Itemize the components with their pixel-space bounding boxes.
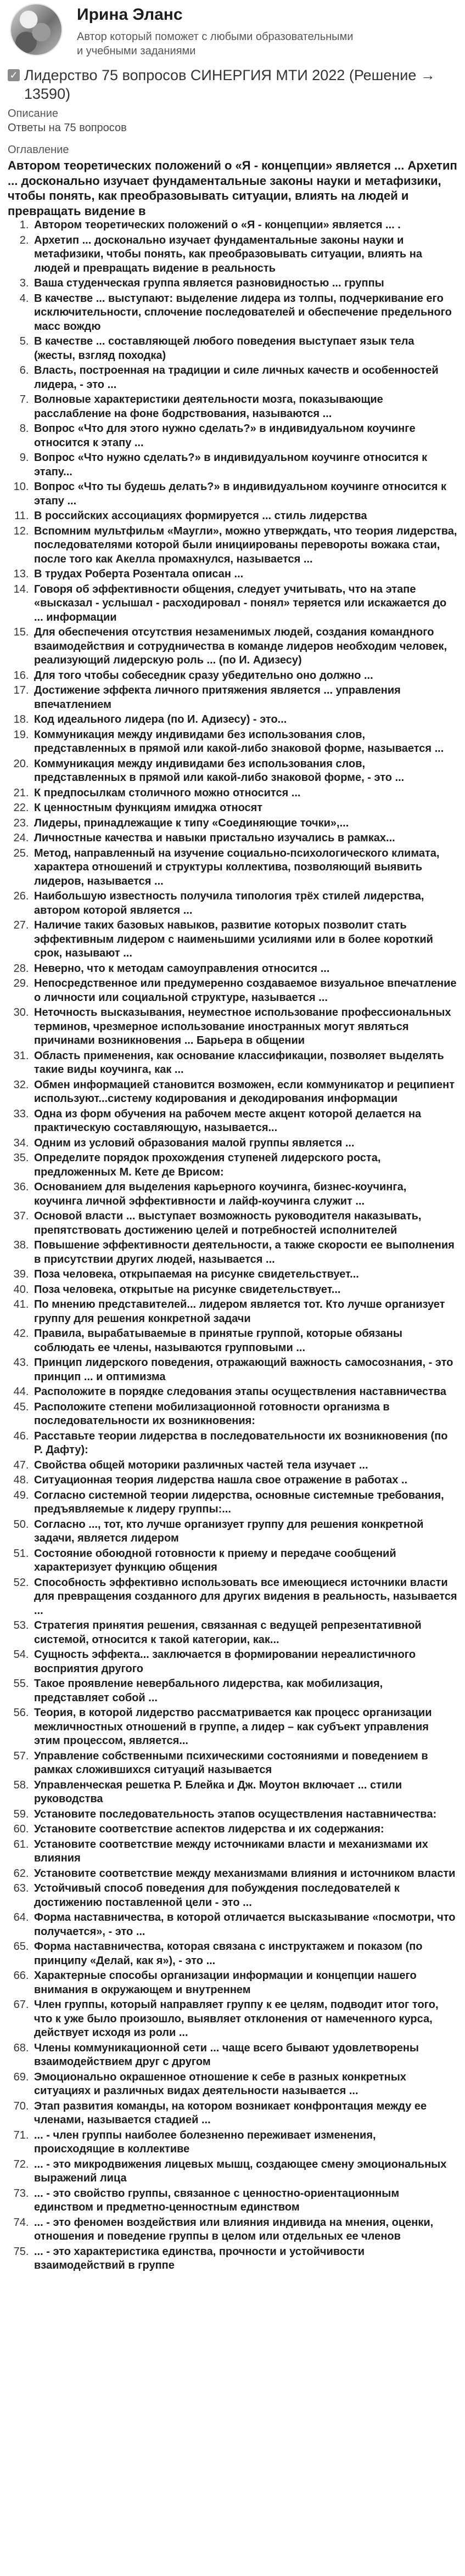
question-item: 32. Обмен информацией становится возможен, если коммуникатор и реципиент используют...систему кодирования и декодирования информации: [32, 1078, 457, 1106]
question-item: 24. Личностные качества и навыки пристально изучались в рамках...: [32, 831, 457, 846]
question-item: 54. Сущность эффекта... заключается в формировании нереалистичного восприятия другого: [32, 1648, 457, 1676]
question-item: 6. Власть, построенная на традиции и силе личных качеств и особенностей лидера, - это ...: [32, 364, 457, 392]
author-name[interactable]: Ирина Эланс: [77, 5, 183, 24]
question-item: 48. Ситуационная теория лидерства нашла свое отражение в работах ..: [32, 1473, 457, 1488]
question-item: 27. Наличие таких базовых навыков, развитие которых позволит стать эффективным лидером с наименьшими усилиями или в более короткий срок, называют ...: [32, 919, 457, 961]
question-item: 51. Состояние обоюдной готовности к приему и передаче сообщений характеризует функцию общения: [32, 1547, 457, 1575]
question-item: 12. Вспомним мультфильм «Маугли», можно утверждать, что теория лидерства, последователями которой были инициированы перевороты вожака стаи, после того как Акелла промахнулся, называется ...: [32, 525, 457, 567]
question-item: 61. Установите соответствие между источниками власти и механизмами их влияния: [32, 1838, 457, 1866]
question-item: 17. Достижение эффекта личного притяжения является ... управления впечатлением: [32, 684, 457, 712]
question-item: 29. Непосредственное или предумеренно создаваемое визуальное впечатление о личности или социальной структуре, называется ...: [32, 977, 457, 1005]
author-description: Автор который поможет с любыми образовательными и учебными заданиями: [77, 31, 354, 57]
question-item: 56. Теория, в которой лидерство рассматривается как процесс организации межличностных отношений в группе, а лидер – как субъект управления этим процессом, является...: [32, 1706, 457, 1748]
document-title-row: [8, 66, 457, 103]
author-header: [8, 0, 457, 65]
question-item: 40. Поза человека, открытые на рисунке свидетельствует...: [32, 1283, 457, 1297]
question-item: 26. Наибольшую известность получила типология трёх стилей лидерства, автором которой является ...: [32, 890, 457, 918]
question-item: 64. Форма наставничества, в которой отличается высказывание «посмотри, что получается», - это ...: [32, 1911, 457, 1939]
question-item: 16. Для того чтобы собеседник сразу убедительно оно должно ...: [32, 669, 457, 683]
toc-intro: Автором теоретических положений о «Я - концепции» является ... Архетип ... досконально изучает фундаментальные законы науки и метафизики, чтобы понять, как преобразовывать ситуации, влиять на людей и превращать видение в: [8, 159, 457, 218]
question-item: 30. Неточность высказывания, неуместное использование профессиональных терминов, чрезмерное использование иностранных могут являться причинами возникновения ... Барьера в общении: [32, 1006, 457, 1048]
question-item: 49. Согласно системной теории лидерства, основные системные требования, предъявляемые к лидеру группы:...: [32, 1489, 457, 1517]
question-item: 53. Стратегия принятия решения, связанная с ведущей репрезентативной системой, относится к такой категории, как...: [32, 1619, 457, 1647]
question-item: 5. В качестве ... составляющей любого поведения выступает язык тела (жесты, взгляд походка): [32, 335, 457, 363]
author-info: [77, 3, 362, 58]
question-item: 75. ... - это характеристика единства, прочности и устойчивости взаимодействий в группе: [32, 2245, 457, 2273]
question-item: 9. Вопрос «Что нужно сделать?» в индивидуальном коучинге относится к этапу...: [32, 451, 457, 479]
question-item: 1. Автором теоретических положений о «Я - концепции» является ... .: [32, 218, 457, 233]
question-item: 59. Установите последовательность этапов осуществления наставничества:: [32, 1808, 457, 1822]
question-item: 18. Код идеального лидера (по И. Адизесу) - это...: [32, 713, 457, 727]
question-item: 39. Поза человека, открыпаемая на рисунке свидетельствует...: [32, 1268, 457, 1282]
questions-list: [8, 218, 457, 2273]
question-item: 60. Установите соответствие аспектов лидерства и их содержания:: [32, 1823, 457, 1837]
question-item: 65. Форма наставничества, которая связана с инструктажем и показом (по принципу «Делай, как я»), - это ...: [32, 1940, 457, 1968]
question-item: 67. Член группы, который направляет группу к ее целям, подводит итог того, что к уже было произошло, выявляет отклонения от намеченного курса, действует исходя из роли ...: [32, 1998, 457, 2040]
question-item: 3. Ваша студенческая группа является разновидностью ... группы: [32, 277, 457, 291]
question-item: 11. В российских ассоциациях формируется ... стиль лидерства: [32, 509, 457, 524]
question-item: 44. Расположите в порядке следования этапы осуществления наставничества: [32, 1385, 457, 1399]
question-item: 14. Говоря об эффективности общения, следует учитывать, что на этапе «высказал - услышал - расходировал - понял» теряется или искажается до ... информации: [32, 583, 457, 625]
question-item: 74. ... - это феномен воздействия или влияния индивида на мнения, оценки, отношения и поведение группы в целом или отдельных ее членов: [32, 2216, 457, 2244]
description-value: Ответы на 75 вопросов: [8, 122, 127, 134]
question-item: 36. Основанием для выделения карьерного коучинга, бизнес-коучинга, коучинга личной эффективности и лайф-коучинга служит ...: [32, 1180, 457, 1208]
question-item: 72. ... - это микродвижения лицевых мышц, создающее смену эмоциональных выражений лица: [32, 2158, 457, 2186]
question-item: 25. Метод, направленный на изучение социально-психологического климата, характера отношений и структуры коллектива, позволяющий выявить лидеров, называется ...: [32, 847, 457, 889]
question-item: 31. Область применения, как основание классификации, позволяет выделять такие виды коучинга, как ...: [32, 1049, 457, 1077]
question-item: 4. В качестве ... выступают: выделение лидера из толпы, подчеркивание его исключительности, сплочение последователей и обеспечение предельного масс вождю: [32, 292, 457, 334]
question-item: 71. ... - член группы наиболее болезненно переживает изменения, происходящие в коллективе: [32, 2129, 457, 2157]
question-item: 35. Определите порядок прохождения ступеней лидерского роста, предложенных М. Кете де Врисом:: [32, 1151, 457, 1179]
question-item: 57. Управление собственными психическими состояниями и поведением в рамках сложившихся ситуаций называется: [32, 1750, 457, 1778]
question-item: 73. ... - это свойство группы, связанное с ценностно-ориентационным единством и предметно-ценностным единством: [32, 2187, 457, 2215]
question-item: 55. Такое проявление невербального лидерства, как мобилизация, представляет собой ...: [32, 1677, 457, 1705]
question-item: 22. К ценностным функциям имиджа относят: [32, 801, 457, 815]
question-item: 34. Одним из условий образования малой группы является ...: [32, 1137, 457, 1151]
question-item: 45. Расположите степени мобилизационной готовности организма в последовательности их возникновения:: [32, 1401, 457, 1428]
question-item: 63. Устойчивый способ поведения для побуждения последователей к достижению поставленной цели - это ...: [32, 1882, 457, 1910]
question-item: 13. В трудах Роберта Розентала описан ...: [32, 567, 457, 582]
question-item: 52. Способность эффективно использовать все имеющиеся источники власти для превращения созданного для других видения в реальность, называется ...: [32, 1576, 457, 1618]
question-item: 21. К предпосылкам столичного можно относится ...: [32, 786, 457, 801]
author-avatar[interactable]: [10, 3, 63, 56]
question-item: 7. Волновые характеристики деятельности мозга, показывающие расслабление на фоне бодрствования, называются ...: [32, 393, 457, 421]
question-item: 69. Эмоционально окрашенное отношение к себе в разных конкретных ситуациях и различных видах деятельности называется ...: [32, 2071, 457, 2099]
question-item: 2. Архетип ... досконально изучает фундаментальные законы науки и метафизики, чтобы понять, как преобразовывать ситуации, влиять на людей и превращать видение в реальность: [32, 234, 457, 276]
description-label: Описание: [8, 108, 59, 120]
question-item: 19. Коммуникация между индивидами без использования слов, представленных в прямой или какой-либо знаковой форме, называется ...: [32, 728, 457, 756]
document-title: Лидерство 75 вопросов СИНЕРГИЯ МТИ 2022 (Решение → 13590): [24, 67, 435, 102]
question-item: 15. Для обеспечения отсутствия незаменимых людей, создания командного взаимодействия и сотрудничества в команде лидеров необходим человек, реализующий лидерскую роль ... (по И. Адизесу): [32, 626, 457, 668]
question-item: 47. Свойства общей моторики различных частей тела изучает ...: [32, 1459, 457, 1473]
question-item: 42. Правила, вырабатываемые в принятые группой, которые обязаны соблюдать ее члены, называются групповыми ...: [32, 1327, 457, 1355]
question-item: 38. Повышение эффективности деятельности, а также скорости ее выполнения в присутствии других людей, называется ...: [32, 1239, 457, 1267]
question-item: 50. Согласно ..., тот, кто лучше организует группу для решения конкретной задачи, является лидером: [32, 1518, 457, 1546]
question-item: 68. Члены коммуникационной сети ... чаще всего бывают удовлетворены взаимодействием друг с другом: [32, 2041, 457, 2069]
question-item: 41. По мнению представителей... лидером является тот. Кто лучше организует группу для решения конкретной задачи: [32, 1298, 457, 1326]
toc-label: Оглавление: [8, 144, 69, 156]
question-item: 10. Вопрос «Что ты будешь делать?» в индивидуальном коучинге относится к этапу ...: [32, 480, 457, 508]
question-item: 62. Установите соответствие между механизмами влияния и источником власти: [32, 1867, 457, 1881]
question-item: 43. Принцип лидерского поведения, отражающий важность самосознания, - это принцип ... и оптимизма: [32, 1356, 457, 1384]
question-item: 70. Этап развития команды, на котором возникает конфронтация между ее членами, называется стадией ...: [32, 2100, 457, 2128]
question-item: 66. Характерные способы организации информации и концепции нашего внимания в окружающем и внутреннем: [32, 1969, 457, 1997]
question-item: 46. Расставьте теории лидерства в последовательности их возникновения (по Р. Дафту):: [32, 1430, 457, 1458]
question-item: 37. Основой власти ... выступает возможность руководителя наказывать, препятствовать достижению целей и потребностей исполнителей: [32, 1210, 457, 1238]
checkbox-icon: ✓: [8, 69, 20, 81]
question-item: 28. Неверно, что к методам самоуправления относится ...: [32, 962, 457, 976]
question-item: 23. Лидеры, принадлежащие к типу «Соединяющие точки»,...: [32, 817, 457, 831]
question-item: 20. Коммуникация между индивидами без использования слов, представленных в прямой или какой-либо знаковой форме, - это ...: [32, 757, 457, 785]
question-item: 8. Вопрос «Что для этого нужно сделать?» в индивидуальном коучинге относится к этапу ...: [32, 422, 457, 450]
question-item: 58. Управленческая решетка Р. Блейка и Дж. Моутон включает ... стили руководства: [32, 1779, 457, 1807]
question-item: 33. Одна из форм обучения на рабочем месте акцент которой делается на практическую составляющую, называется...: [32, 1107, 457, 1135]
